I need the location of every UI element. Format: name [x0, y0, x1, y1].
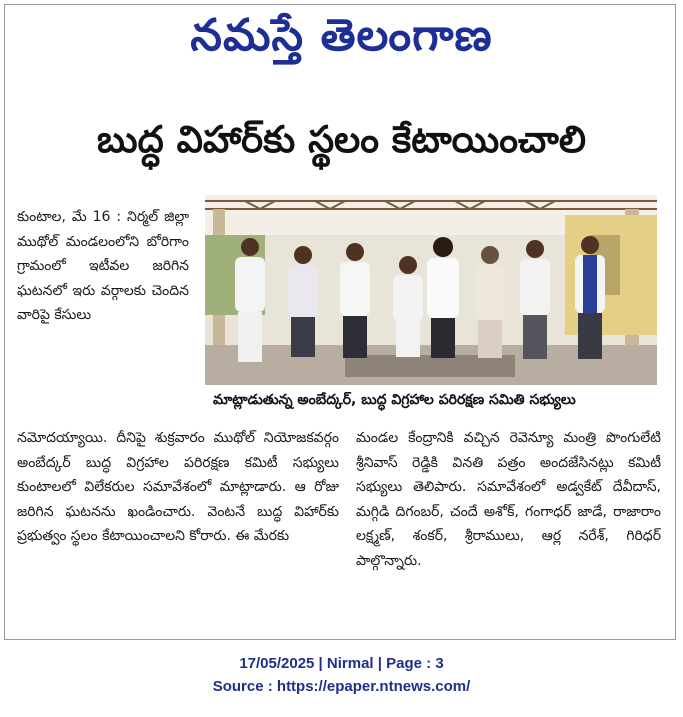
article-photo	[205, 195, 657, 385]
newspaper-masthead: నమస్తే తెలంగాణ	[190, 10, 493, 61]
article-headline: బుద్ధ విహార్‌కు స్థలం కేటాయించాలి	[97, 118, 586, 161]
edition-info: 17/05/2025 | Nirmal | Page : 3	[239, 655, 444, 672]
source-link: Source : https://epaper.ntnews.com/	[212, 678, 471, 695]
article-body-right: మండల కేంద్రానికి వచ్చిన రెవెన్యూ మంత్రి పొంగులేటి శ్రీనివాస్ రెడ్డికి వినతి పత్రం అందజేసినట్లు కమిటీ సభ్యులు తెలిపారు. సమావేశంలో అడ్వకేట్ దేవీదాస్, మగ్గిడి దిగంబర్, చందే అశోక్, గంగాధర్ జాడే, రాజారాం లక్ష్మణ్, శంకర్, శ్రీరాములు, ఆర్ల నరేశ్, గిరిధర్ పాల్గొన్నారు.	[356, 430, 661, 569]
photo-caption: మాట్లాడుతున్న అంబేద్కర్, బుద్ధ విగ్రహాల పరిరక్షణ సమితి సభ్యులు	[205, 385, 657, 415]
article-body-left-narrow: కుంటాల, మే 16 : నిర్మల్ జిల్లా ముథోల్ మండలంలోని బోరిగాం గ్రామంలో ఇటీవల జరిగిన ఘటనలో ఇరు వర్గాలకు చెందిన వారిపై కేసులు	[17, 209, 189, 323]
article-body-left-wide: నమోదయ్యాయి. దీనిపై శుక్రవారం ముథోల్ నియోజకవర్గం అంబేద్కర్ బుద్ధ విగ్రహాల పరిరక్షణ కమిటీ సభ్యులు కుంటాలలో విలేకరుల సమావేశంలో మాట్లాడారు. ఆ రోజు జరిగిన ఘటనను ఖండించారు. వెంటనే బుద్ధ విహార్‌కు ప్రభుత్వం స్థలం కేటాయించాలని కోరారు. ఈ మేరకు	[17, 430, 339, 544]
